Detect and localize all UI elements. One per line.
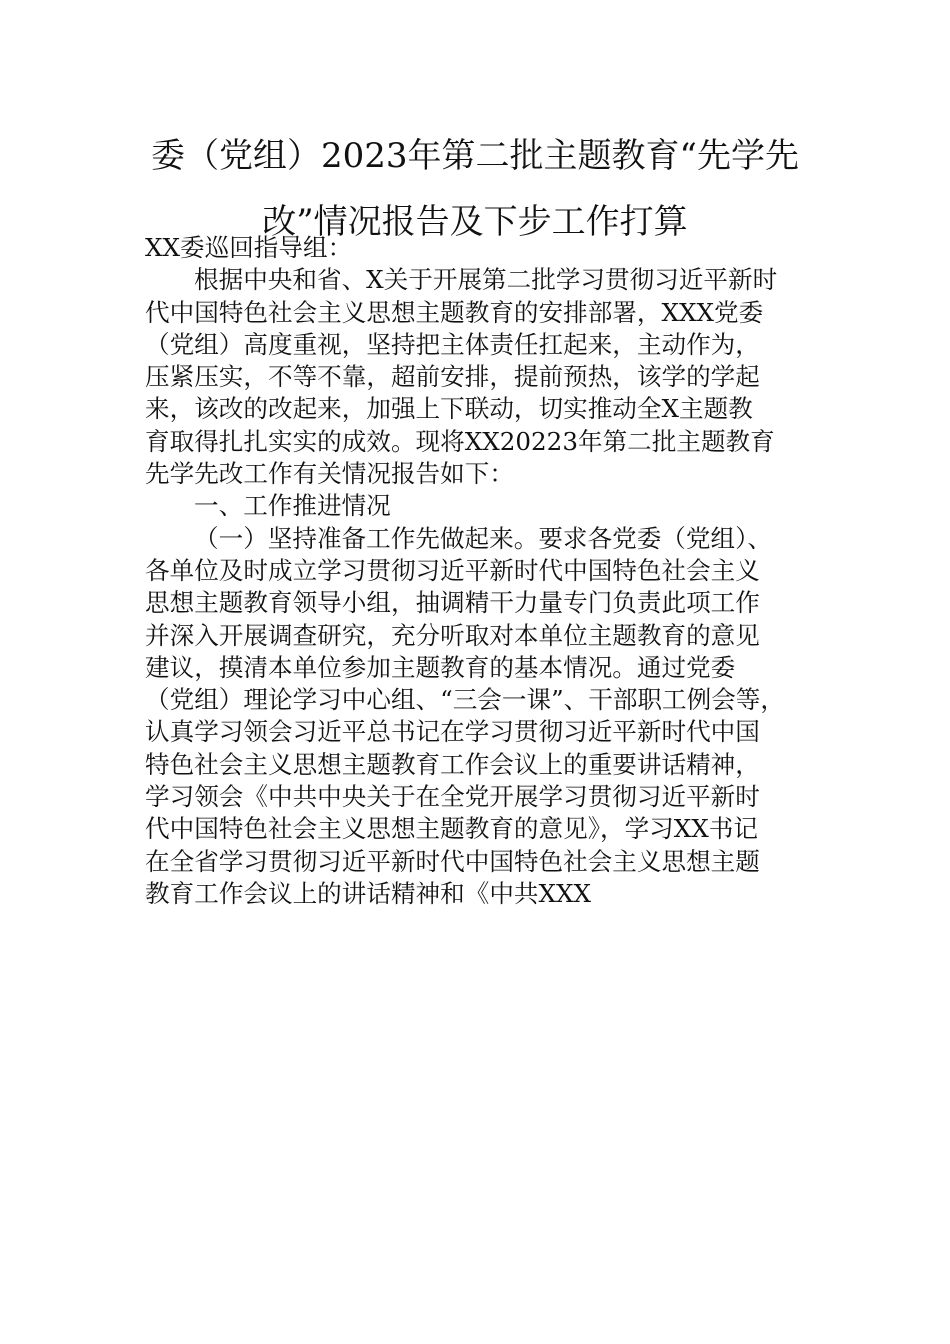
paragraph-line: 建议，摸清本单位参加主题教育的基本情况。通过党委 — [145, 652, 736, 682]
subsection-line: （一）坚持准备工作先做起来。要求各党委（党组）、 — [194, 523, 772, 553]
paragraph-line: （党组）高度重视，坚持把主体责任扛起来，主动作为， — [145, 329, 760, 359]
paragraph-line: 认真学习领会习近平总书记在学习贯彻习近平新时代中国 — [145, 717, 760, 747]
paragraph-line: 学习领会《中共中央关于在全党开展学习贯彻习近平新时 — [145, 782, 760, 812]
paragraph-line: 根据中央和省、X关于开展第二批学习贯彻习近平新时 — [194, 265, 778, 295]
document-title-line-1: 委（党组）2023年第二批主题教育“先学先 — [151, 136, 799, 176]
document-title-line-2: 改”情况报告及下步工作打算 — [262, 202, 688, 242]
paragraph-line: 在全省学习贯彻习近平新时代中国特色社会主义思想主题 — [145, 846, 760, 876]
paragraph-line: 来，该改的改起来，加强上下联动，切实推动全X主题教 — [145, 394, 753, 424]
document-body — [145, 232, 845, 910]
paragraph-line: 特色社会主义思想主题教育工作会议上的重要讲话精神， — [145, 749, 760, 779]
paragraph-line: 压紧压实，不等不靠，超前安排，提前预热，该学的学起 — [145, 362, 760, 392]
paragraph-line: 并深入开展调查研究，充分听取对本单位主题教育的意见 — [145, 620, 760, 650]
paragraph-line: 代中国特色社会主义思想主题教育的意见》，学习XX书记 — [145, 814, 758, 844]
salutation: XX委巡回指导组： — [145, 233, 353, 262]
paragraph-line: 育取得扎扎实实的成效。现将XX20223年第二批主题教育 — [145, 426, 775, 456]
paragraph-line: （党组）理论学习中心组、“三会一课”、干部职工例会等， — [145, 685, 785, 715]
paragraph-line: 各单位及时成立学习贯彻习近平新时代中国特色社会主义 — [145, 555, 760, 585]
section-heading: 一、工作推进情况 — [194, 491, 391, 521]
paragraph-line: 教育工作会议上的讲话精神和《中共XXX — [145, 878, 592, 908]
paragraph-line: 代中国特色社会主义思想主题教育的安排部署，XXX党委 — [145, 297, 764, 327]
paragraph-line: 思想主题教育领导小组，抽调精干力量专门负责此项工作 — [145, 588, 760, 618]
paragraph-line: 先学先改工作有关情况报告如下： — [145, 459, 514, 489]
